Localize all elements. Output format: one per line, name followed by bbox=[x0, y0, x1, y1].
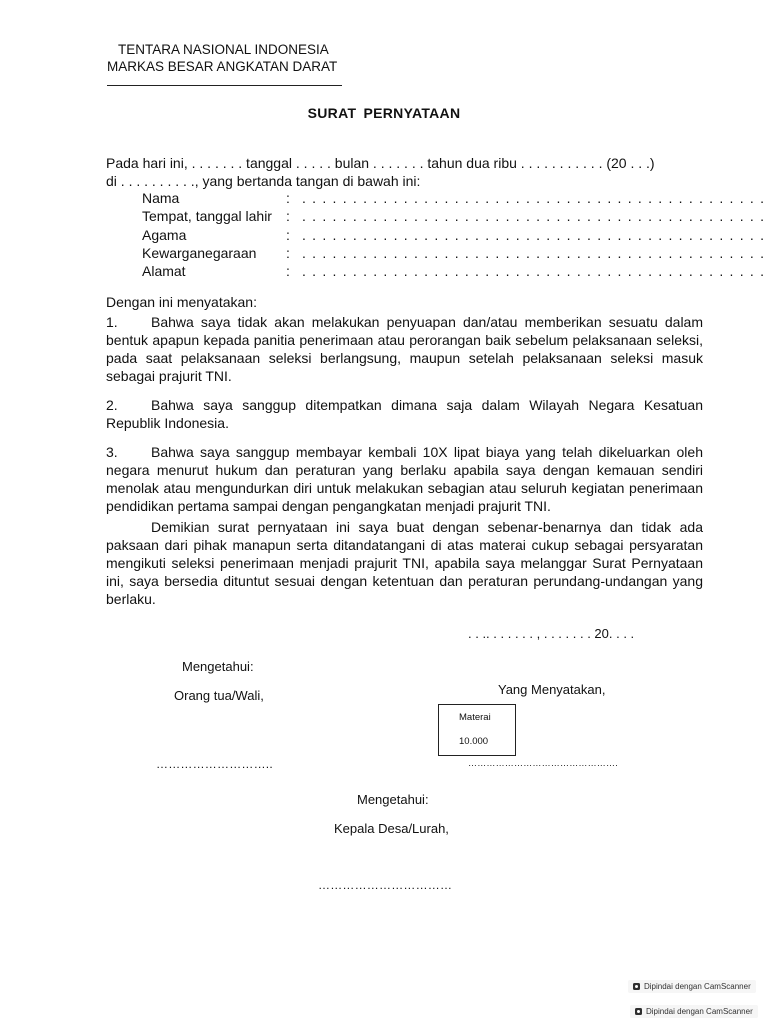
intro-line-1: Pada hari ini, . . . . . . . tanggal . . . . . bulan . . . . . . . tahun dua ribu . . . . . . . . . . . (20 . . .) bbox=[106, 155, 655, 171]
declarant-signature-line: …………………………………………. bbox=[468, 758, 618, 768]
field-colon: : bbox=[286, 245, 290, 261]
camscanner-logo-icon bbox=[635, 1008, 642, 1015]
field-dots-kewarganegaraan: . . . . . . . . . . . . . . . . . . . . . . . . . . . . . . . . . . . . . . . . . . . . . . bbox=[302, 245, 766, 261]
field-colon: : bbox=[286, 190, 290, 206]
statement-intro: Dengan ini menyatakan: bbox=[106, 294, 257, 310]
field-dots-alamat: . . . . . . . . . . . . . . . . . . . . . . . . . . . . . . . . . . . . . . . . . . . . . . bbox=[302, 263, 766, 279]
closing-paragraph: Demikian surat pernyataan ini saya buat dengan sebenar-benarnya dan tidak ada paksaan dari pihak manapun serta ditandatangani di atas materai cukup sebagai persyaratan mengikuti seleksi penerimaan menjadi prajurit TNI, apabila saya melanggar Surat Pernyataan ini, saya bersedia dituntut sesuai dengan ketentuan dan peraturan perundang-undangan yang berlaku. bbox=[106, 519, 703, 607]
bottom-acknowledge-heading: Mengetahui: bbox=[357, 792, 429, 807]
point-number: 1. bbox=[106, 314, 118, 330]
header-org-line1: TENTARA NASIONAL INDONESIA bbox=[118, 42, 329, 57]
camscanner-text: Dipindai dengan CamScanner bbox=[646, 1007, 753, 1016]
point-text: Bahwa saya sanggup membayar kembali 10X lipat biaya yang telah dikeluarkan oleh negara menurut hukum dan peraturan yang berlaku apabila saya dengan kemauan sendiri menolak atau mengundurkan diri untuk melakukan sebagian atau seluruh kegiatan penerimaan pendidikan pertama sampai dengan pengangkatan menjadi prajurit TNI. bbox=[106, 444, 703, 514]
field-colon: : bbox=[286, 208, 290, 224]
place-date-line: . . .. . . . . . . , . . . . . . . 20. . . . bbox=[468, 626, 635, 641]
point-text: Bahwa saya tidak akan melakukan penyuapan dan/atau memberikan sesuatu dalam bentuk apapun kepada panitia penerimaan atau perorangan baik sebelum pelaksanaan seleksi, pada saat pelaksanaan seleksi berlangsung, maupun setelah pelaksanaan seleksi masuk sebagai prajurit TNI. bbox=[106, 314, 703, 384]
header-divider bbox=[107, 85, 342, 86]
materai-value: 10.000 bbox=[459, 736, 489, 747]
field-label-alamat: Alamat bbox=[142, 263, 186, 279]
statement-point-2 bbox=[106, 396, 703, 432]
field-dots-nama: . . . . . . . . . . . . . . . . . . . . . . . . . . . . . . . . . . . . . . . . . . . . . . bbox=[302, 190, 766, 206]
field-colon: : bbox=[286, 227, 290, 243]
materai-label: Materai bbox=[459, 712, 491, 723]
field-label-agama: Agama bbox=[142, 227, 187, 243]
guardian-signature-line: ……………………….. bbox=[156, 757, 273, 771]
camscanner-watermark bbox=[630, 1005, 758, 1018]
point-number: 2. bbox=[106, 397, 118, 413]
camscanner-logo-icon bbox=[633, 983, 640, 990]
left-acknowledge-heading: Mengetahui: bbox=[182, 659, 254, 674]
camscanner-watermark bbox=[628, 980, 756, 993]
intro-line-2: di . . . . . . . . . ., yang bertanda tangan di bawah ini: bbox=[106, 173, 421, 189]
field-dots-agama: . . . . . . . . . . . . . . . . . . . . . . . . . . . . . . . . . . . . . . . . . . . . . . bbox=[302, 227, 766, 243]
statement-point-1 bbox=[106, 313, 703, 385]
village-head-role-label: Kepala Desa/Lurah, bbox=[334, 821, 449, 836]
field-label-tempat-tanggal-lahir: Tempat, tanggal lahir bbox=[142, 208, 272, 224]
guardian-role-label: Orang tua/Wali, bbox=[174, 688, 264, 703]
document-title: SURAT PERNYATAAN bbox=[307, 105, 461, 121]
camscanner-text: Dipindai dengan CamScanner bbox=[644, 982, 751, 991]
header-org-line2: MARKAS BESAR ANGKATAN DARAT bbox=[107, 59, 338, 74]
field-colon: : bbox=[286, 263, 290, 279]
field-label-kewarganegaraan: Kewarganegaraan bbox=[142, 245, 257, 261]
point-number: 3. bbox=[106, 444, 118, 460]
field-label-nama: Nama bbox=[142, 190, 180, 206]
materai-stamp-box bbox=[438, 704, 516, 756]
field-dots-tempat-tanggal-lahir: . . . . . . . . . . . . . . . . . . . . . . . . . . . . . . . . . . . . . . . . . . . . . . bbox=[302, 208, 766, 224]
declarant-role-label: Yang Menyatakan, bbox=[498, 682, 606, 697]
statement-point-3 bbox=[106, 443, 703, 515]
point-text: Bahwa saya sanggup ditempatkan dimana saja dalam Wilayah Negara Kesatuan Republik Indonesia. bbox=[106, 397, 703, 431]
village-head-signature-line: …………………………… bbox=[318, 878, 453, 892]
